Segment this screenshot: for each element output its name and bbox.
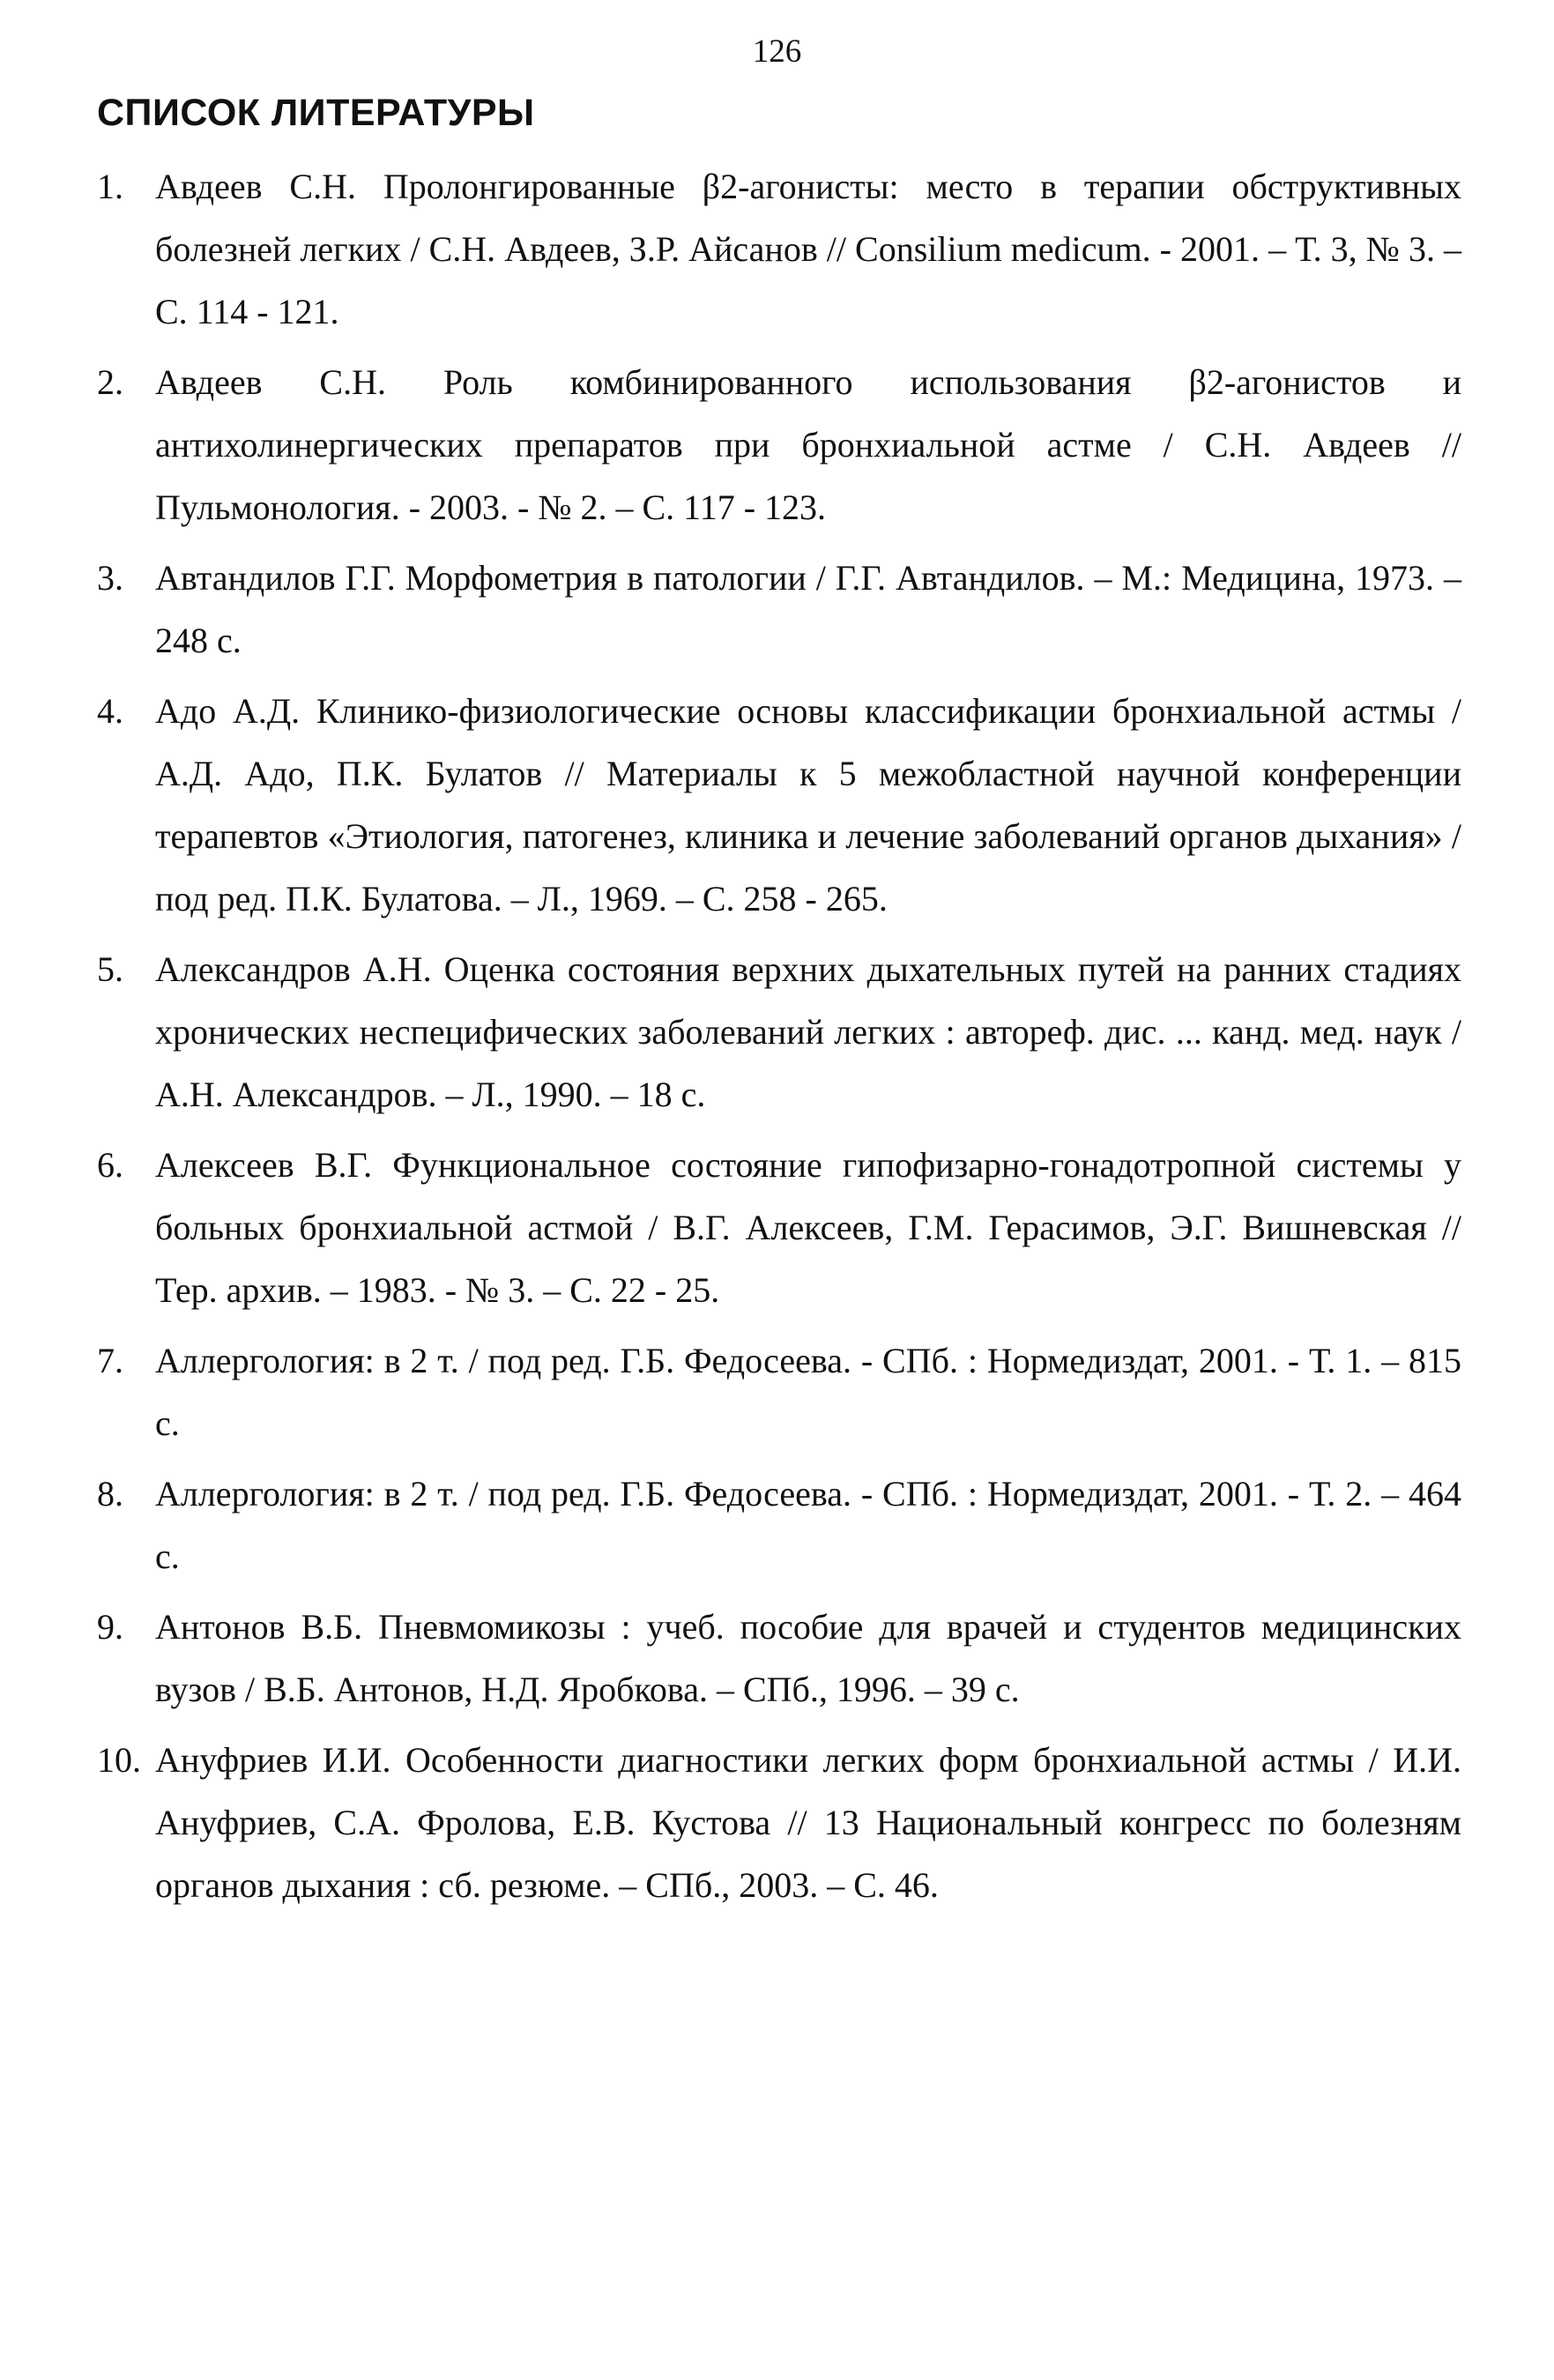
- reference-number: 1.: [97, 167, 123, 206]
- reference-item: [97, 155, 1461, 343]
- reference-number: 8.: [97, 1474, 123, 1514]
- reference-text: Антонов В.Б. Пневмомикозы : учеб. пособие для врачей и студентов медицинских вузов / В.Б. Антонов, Н.Д. Яробкова. – СПб., 1996. – 39 с.: [155, 1607, 1461, 1709]
- reference-text: Адо А.Д. Клинико-физиологические основы классификации бронхиальной астмы / А.Д. Адо, П.К. Булатов // Материалы к 5 межобластной научной конференции терапевтов «Этиология, патогенез, клиника и лечение заболеваний органов дыхания» / под ред. П.К. Булатова. – Л., 1969. – С. 258 - 265.: [155, 691, 1461, 919]
- reference-text: Аллергология: в 2 т. / под ред. Г.Б. Федосеева. - СПб. : Нормедиздат, 2001. - Т. 2. – 464 с.: [155, 1474, 1461, 1576]
- reference-number: 5.: [97, 949, 123, 989]
- reference-item: [97, 351, 1461, 539]
- reference-list: [97, 155, 1461, 1924]
- reference-number: 10.: [97, 1740, 141, 1780]
- reference-item: [97, 938, 1461, 1126]
- reference-text: Автандилов Г.Г. Морфометрия в патологии / Г.Г. Автандилов. – М.: Медицина, 1973. – 248 с.: [155, 558, 1461, 660]
- reference-number: 2.: [97, 362, 123, 402]
- reference-text: Ануфриев И.И. Особенности диагностики легких форм бронхиальной астмы / И.И. Ануфриев, С.А. Фролова, Е.В. Кустова // 13 Национальный конгресс по болезням органов дыхания : сб. резюме. – СПб., 2003. – С. 46.: [155, 1740, 1461, 1905]
- reference-item: [97, 1462, 1461, 1588]
- reference-text: Аллергология: в 2 т. / под ред. Г.Б. Федосеева. - СПб. : Нормедиздат, 2001. - Т. 1. – 815 с.: [155, 1341, 1461, 1443]
- reference-item: [97, 680, 1461, 930]
- reference-text: Авдеев С.Н. Пролонгированные β2-агонисты: место в терапии обструктивных болезней легких / С.Н. Авдеев, З.Р. Айсанов // Consilium medicum. - 2001. – Т. 3, № 3. – С. 114 - 121.: [155, 167, 1461, 331]
- reference-number: 9.: [97, 1607, 123, 1647]
- reference-number: 3.: [97, 558, 123, 598]
- reference-text: Авдеев С.Н. Роль комбинированного использования β2-агонистов и антихолинергических препаратов при бронхиальной астме / С.Н. Авдеев // Пульмонология. - 2003. - № 2. – С. 117 - 123.: [155, 362, 1461, 527]
- reference-item: [97, 1595, 1461, 1721]
- reference-text: Александров А.Н. Оценка состояния верхних дыхательных путей на ранних стадиях хронических неспецифических заболеваний легких : автореф. дис. ... канд. мед. наук / А.Н. Александров. – Л., 1990. – 18 с.: [155, 949, 1461, 1114]
- page-title: СПИСОК ЛИТЕРАТУРЫ: [97, 92, 535, 134]
- reference-number: 7.: [97, 1341, 123, 1380]
- reference-number: 4.: [97, 691, 123, 731]
- reference-item: [97, 1134, 1461, 1321]
- reference-item: [97, 1729, 1461, 1916]
- reference-text: Алексеев В.Г. Функциональное состояние гипофизарно-гонадотропной системы у больных бронхиальной астмой / В.Г. Алексеев, Г.М. Герасимов, Э.Г. Вишневская // Тер. архив. – 1983. - № 3. – С. 22 - 25.: [155, 1145, 1461, 1310]
- reference-number: 6.: [97, 1145, 123, 1185]
- reference-item: [97, 1329, 1461, 1454]
- page-number: 126: [752, 33, 802, 70]
- reference-item: [97, 547, 1461, 672]
